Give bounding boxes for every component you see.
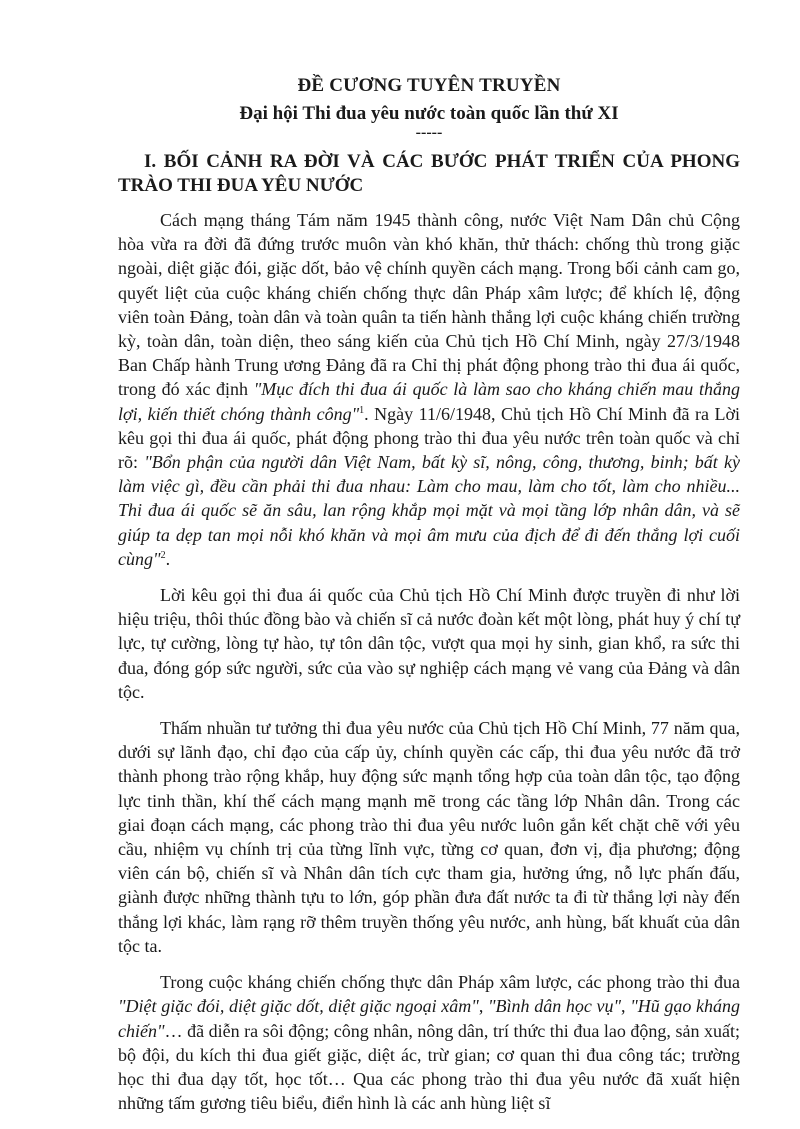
- paragraph-1-text-2: . Ngày 11/6/1948, Chủ tịch Hồ Chí Minh đã ra Lời kêu gọi thi đua ái quốc, phát động phong trào thi đua yêu nước trên toàn quốc và chỉ rõ:: [118, 403, 740, 473]
- footnote-ref-2: 2: [160, 549, 166, 561]
- paragraph-4-quote-3: "Hũ gạo kháng chiến": [118, 996, 741, 1041]
- paragraph-1-quote-2: "Bổn phận của người dân Việt Nam, bất kỳ sĩ, nông, công, thương, binh; bất kỳ làm việc gì, đều cần phải thi đua nhau: Làm cho mau, làm cho tốt, làm cho nhiều... Thi đua ái quốc sẽ ăn sâu, lan rộng khắp mọi mặt và mọi tầng lớp nhân dân, và sẽ giúp ta dẹp tan mọi nỗi khó khăn và mọi âm mưu của địch để đi đến thắng lợi cuối cùng": [118, 452, 740, 569]
- paragraph-4-quote-1: "Diệt giặc đói, diệt giặc dốt, diệt giặc ngoại xâm": [118, 996, 479, 1017]
- paragraph-1-quote-1: "Mục đích thi đua ái quốc là làm sao cho kháng chiến mau thắng lợi, kiến thiết chóng thành công": [118, 379, 740, 424]
- paragraph-4-quote-2: "Bình dân học vụ": [488, 996, 622, 1017]
- paragraph-1: [118, 208, 740, 571]
- section-heading: I. BỐI CẢNH RA ĐỜI VÀ CÁC BƯỚC PHÁT TRIỂN CỦA PHONG TRÀO THI ĐUA YÊU NƯỚC: [118, 151, 740, 196]
- paragraph-4: [118, 970, 740, 1115]
- paragraph-4-text-1: Trong cuộc kháng chiến chống thực dân Pháp xâm lược, các phong trào thi đua: [160, 972, 740, 993]
- paragraph-4-text-4: … đã diễn ra sôi động; công nhân, nông dân, trí thức thi đua lao động, sản xuất; bộ đội, du kích thi đua giết giặc, diệt ác, trừ gian; cơ quan thi đua công tác; trường học thi đua dạy tốt, học tốt… Qua các phong trào thi đua yêu nước đã xuất hiện những tấm gương tiêu biểu, điển hình là các anh hùng liệt sĩ: [118, 1020, 740, 1114]
- document-subtitle: Đại hội Thi đua yêu nước toàn quốc lần thứ XI: [239, 103, 619, 124]
- footnote-ref-1: 1: [359, 404, 365, 416]
- paragraph-1-text-3: .: [165, 548, 171, 569]
- paragraph-3: Thấm nhuần tư tưởng thi đua yêu nước của Chủ tịch Hồ Chí Minh, 77 năm qua, dưới sự lãnh đạo, chỉ đạo của cấp ủy, chính quyền các cấp, thi đua yêu nước đã trở thành phong trào rộng khắp, huy động sức mạnh tổng hợp của toàn dân tộc, tạo động lực tinh thần, khí thế cách mạng mạnh mẽ trong các tầng lớp Nhân dân. Trong các giai đoạn cách mạng, các phong trào thi đua yêu nước luôn gắn kết chặt chẽ với yêu cầu, nhiệm vụ chính trị của từng lĩnh vực, từng cơ quan, đơn vị, địa phương; động viên cán bộ, chiến sĩ và Nhân dân tích cực tham gia, hưởng ứng, nỗ lực phấn đấu, giành được những thành tựu to lớn, góp phần đưa đất nước ta đi từ thắng lợi này đến thắng lợi khác, làm rạng rỡ thêm truyền thống yêu nước, anh hùng, bất khuất của dân tộc ta.: [118, 718, 740, 956]
- document-title: ĐỀ CƯƠNG TUYÊN TRUYỀN: [297, 75, 561, 96]
- paragraph-4-text-2: ,: [478, 996, 488, 1017]
- paragraph-2: Lời kêu gọi thi đua ái quốc của Chủ tịch Hồ Chí Minh được truyền đi như lời hiệu triệu, thôi thúc đồng bào và chiến sĩ cả nước đoàn kết một lòng, phát huy ý chí tự lực, tự cường, lòng tự hào, tự tôn dân tộc, vượt qua mọi hy sinh, gian khổ, ra sức thi đua, đóng góp sức người, sức của vào sự nghiệp cách mạng vẻ vang của Đảng và dân tộc.: [118, 585, 740, 702]
- title-divider: -----: [415, 124, 443, 141]
- paragraph-4-text-3: ,: [621, 996, 631, 1017]
- paragraph-1-text-1: Cách mạng tháng Tám năm 1945 thành công, nước Việt Nam Dân chủ Cộng hòa vừa ra đời đã đứng trước muôn vàn khó khăn, thử thách: chống thù trong giặc ngoài, diệt giặc đói, giặc dốt, bảo vệ chính quyền cách mạng. Trong bối cảnh cam go, quyết liệt của cuộc kháng chiến chống thực dân Pháp xâm lược; để khích lệ, động viên toàn Đảng, toàn dân và toàn quân ta tiến hành thắng lợi cuộc kháng chiến trường kỳ, toàn dân, toàn diện, theo sáng kiến của Chủ tịch Hồ Chí Minh, ngày 27/3/1948 Ban Chấp hành Trung ương Đảng đã ra Chỉ thị phát động phong trào thi đua ái quốc, trong đó xác định: [118, 210, 740, 400]
